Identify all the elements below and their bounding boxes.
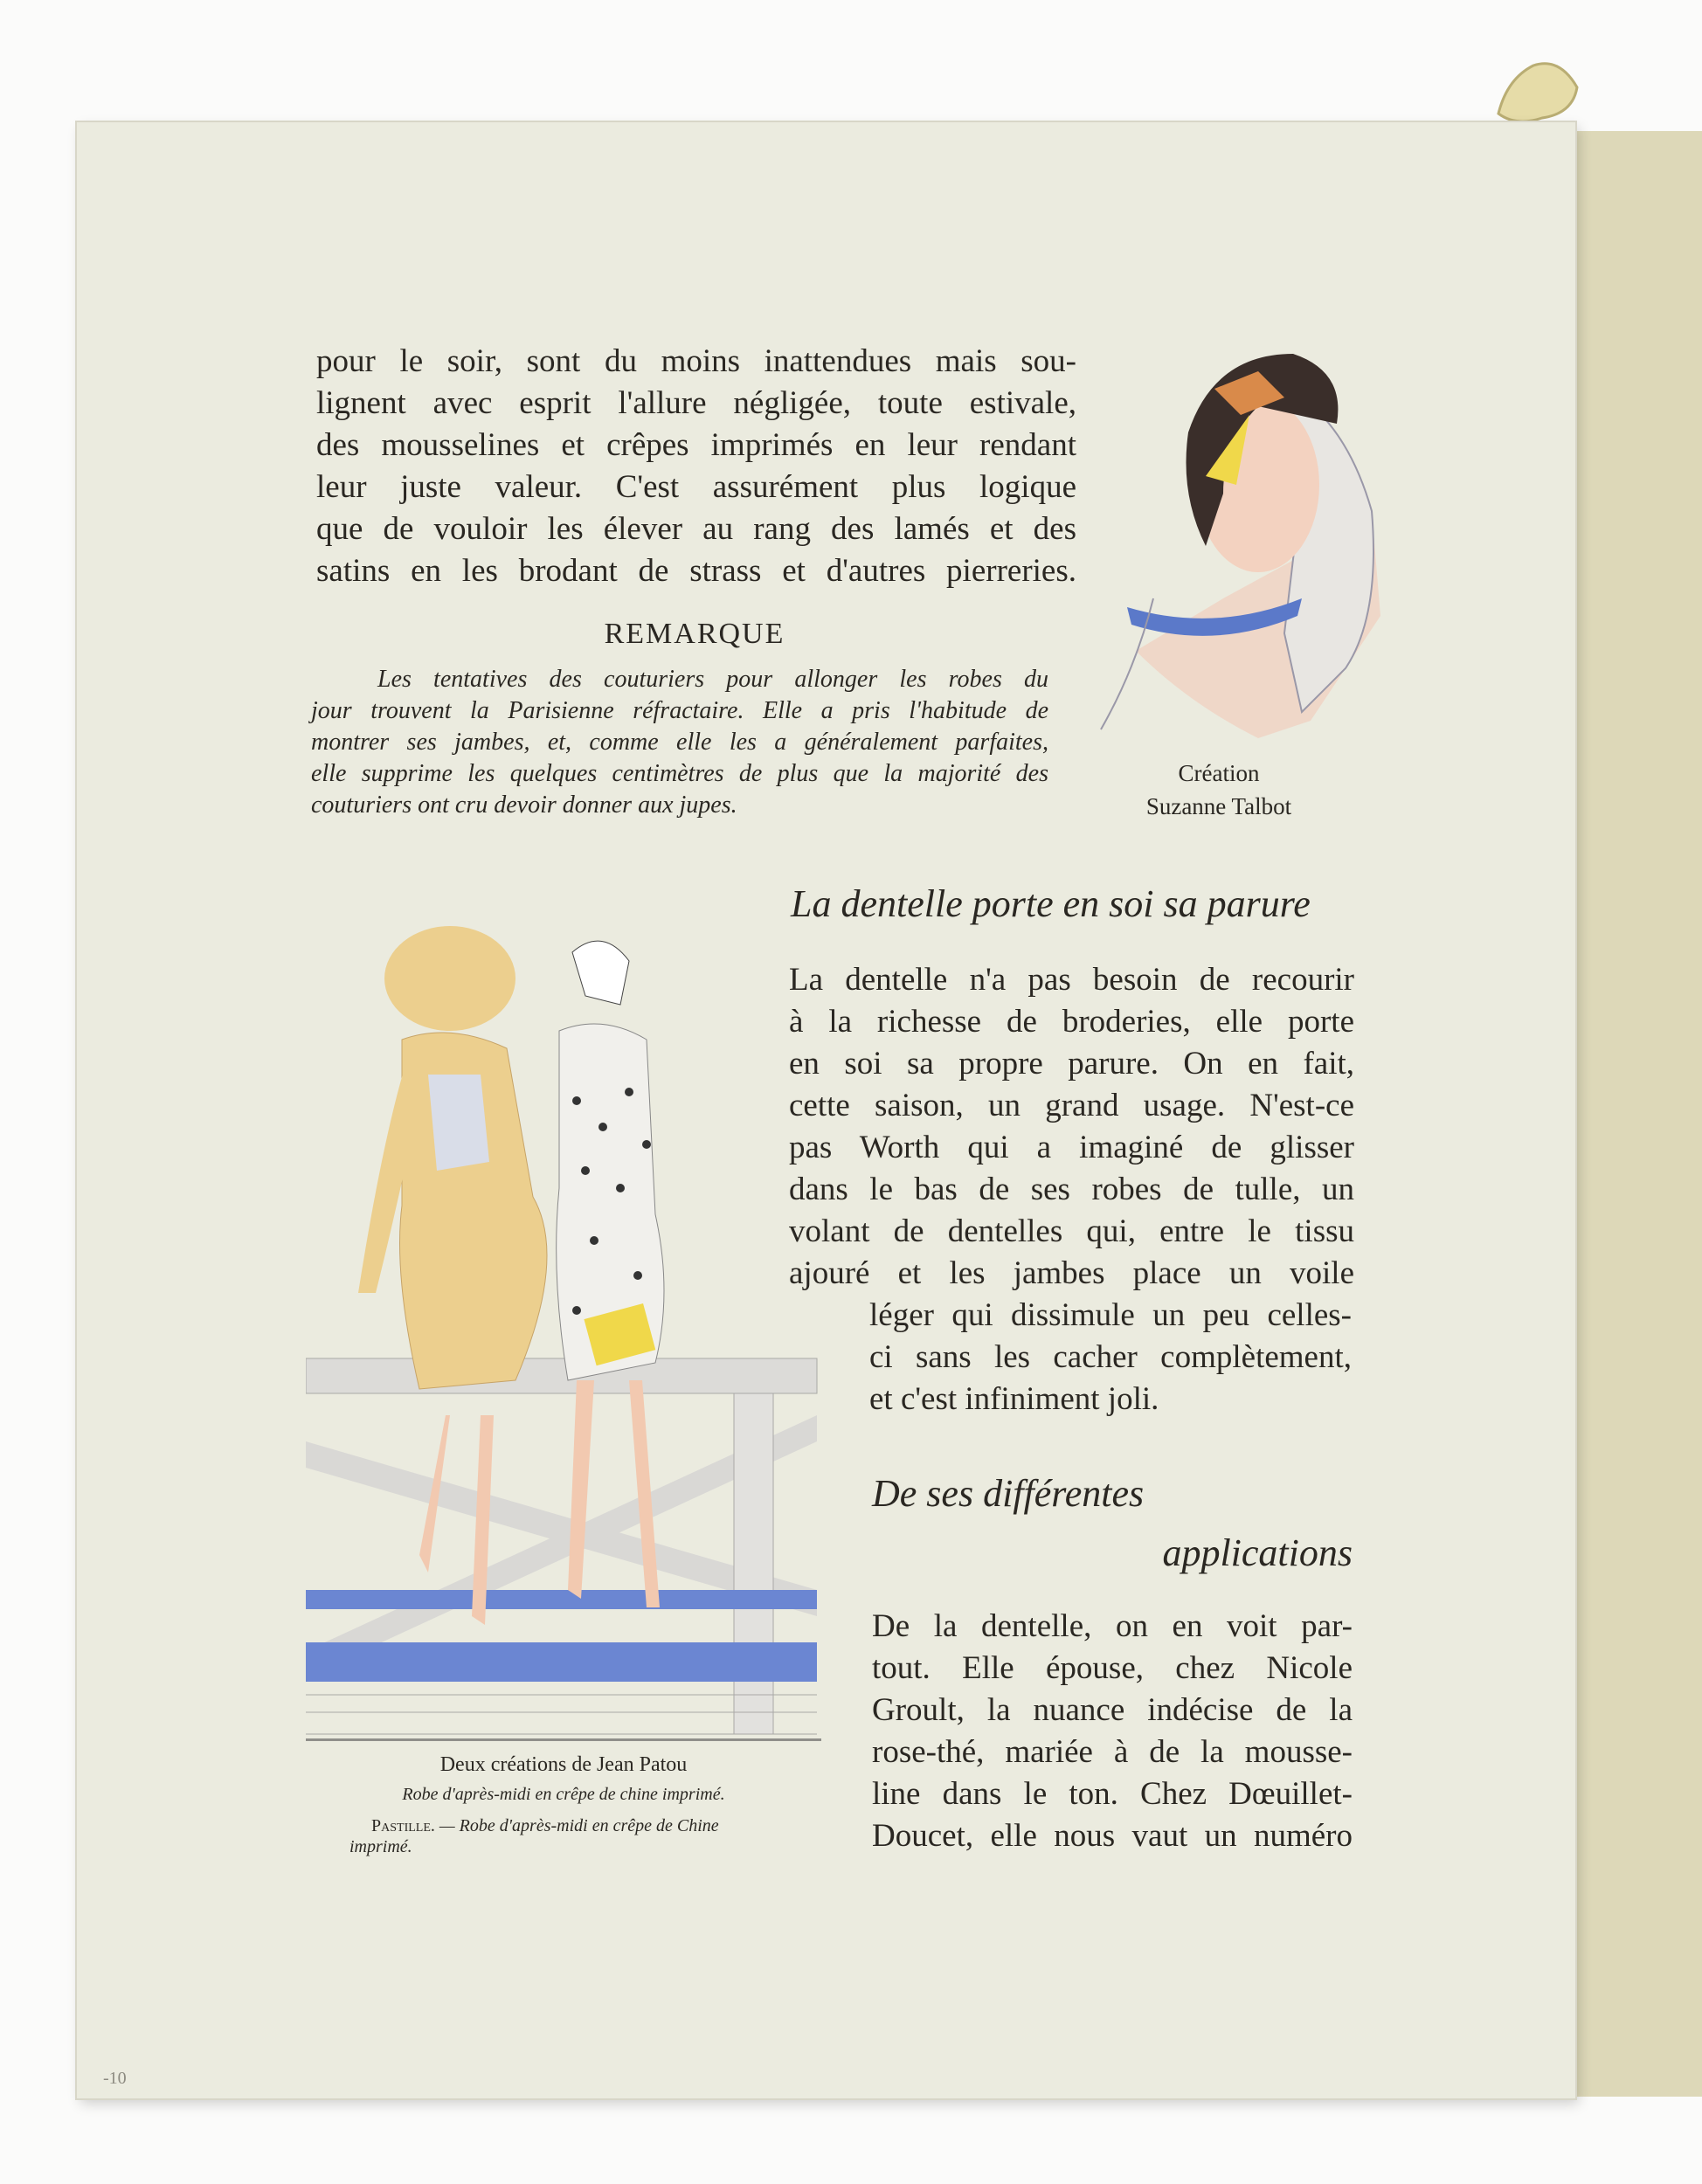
- caption-label: Pastille.: [371, 1816, 435, 1835]
- text-line: et c'est infiniment joli.: [869, 1381, 1159, 1417]
- illustration-border: [306, 1738, 821, 1741]
- portrait-illustration: [1083, 336, 1398, 738]
- section-heading-line2: applications: [1162, 1531, 1353, 1574]
- remarque-heading: REMARQUE: [604, 618, 785, 650]
- text-line: Doucet, elle nous vaut un numéro: [872, 1818, 1353, 1854]
- text-line: La dentelle n'a pas besoin de recourir: [789, 962, 1354, 998]
- portrait-caption-designer: Suzanne Talbot: [1145, 793, 1292, 819]
- fashion-illustration: [306, 926, 821, 1738]
- caption-text: — Robe d'après-midi en crêpe de Chine: [434, 1816, 719, 1835]
- bookmark-tassel: [1490, 52, 1586, 131]
- text-line: pas Worth qui a imaginé de glisser: [789, 1130, 1354, 1165]
- text-line: De la dentelle, on en voit par-: [872, 1608, 1353, 1644]
- text-line: elle supprime les quelques centimètres de plus que la majorité des: [311, 760, 1048, 787]
- text-line: des mousselines et crêpes imprimés en leur rendant: [316, 427, 1076, 463]
- text-line: volant de dentelles qui, entre le tissu: [789, 1213, 1354, 1249]
- text-line: à la richesse de broderies, elle porte: [789, 1004, 1354, 1040]
- text-line: tout. Elle épouse, chez Nicole: [872, 1650, 1353, 1686]
- text-line: ci sans les cacher complètement,: [869, 1339, 1352, 1375]
- text-line: Les tentatives des couturiers pour allonger les robes du: [377, 666, 1048, 693]
- text-line: rose-thé, mariée à de la mousse-: [872, 1734, 1353, 1770]
- text-line: lignent avec esprit l'allure négligée, toute estivale,: [316, 385, 1076, 421]
- text-line: jour trouvent la Parisienne réfractaire. Elle a pris l'habitude de: [311, 697, 1048, 724]
- illustration-caption-line: Robe d'après-midi en crêpe de chine imprimé.: [402, 1785, 725, 1804]
- section-heading: La dentelle porte en soi sa parure: [791, 882, 1311, 925]
- text-line: montrer ses jambes, et, comme elle les a généralement parfaites,: [311, 729, 1048, 756]
- text-line: cette saison, un grand usage. N'est-ce: [789, 1088, 1354, 1123]
- text-line: couturiers ont cru devoir donner aux jupes.: [311, 791, 737, 819]
- illustration-caption-line: imprimé.: [349, 1837, 412, 1856]
- facing-page-edge: [1564, 131, 1702, 2097]
- text-line: léger qui dissimule un peu celles-: [869, 1297, 1352, 1333]
- text-line: line dans le ton. Chez Dœuillet-: [872, 1776, 1353, 1812]
- text-line: pour le soir, sont du moins inattendues mais sou-: [316, 343, 1076, 379]
- portrait-caption-title: Création: [1178, 760, 1260, 786]
- text-line: ajouré et les jambes place un voile: [789, 1255, 1354, 1291]
- text-line: en soi sa propre parure. On en fait,: [789, 1046, 1354, 1082]
- illustration-caption-line: [371, 1814, 719, 1838]
- text-line: Groult, la nuance indécise de la: [872, 1692, 1353, 1728]
- section-heading-line1: De ses différentes: [872, 1472, 1145, 1515]
- text-line: que de vouloir les élever au rang des lamés et des: [316, 511, 1076, 547]
- illustration-caption-title: Deux créations de Jean Patou: [439, 1753, 688, 1776]
- text-line: dans le bas de ses robes de tulle, un: [789, 1171, 1354, 1207]
- page-number: -10: [103, 2069, 127, 2088]
- text-line: satins en les brodant de strass et d'autres pierreries.: [316, 553, 1076, 589]
- text-line: leur juste valeur. C'est assurément plus logique: [316, 469, 1076, 505]
